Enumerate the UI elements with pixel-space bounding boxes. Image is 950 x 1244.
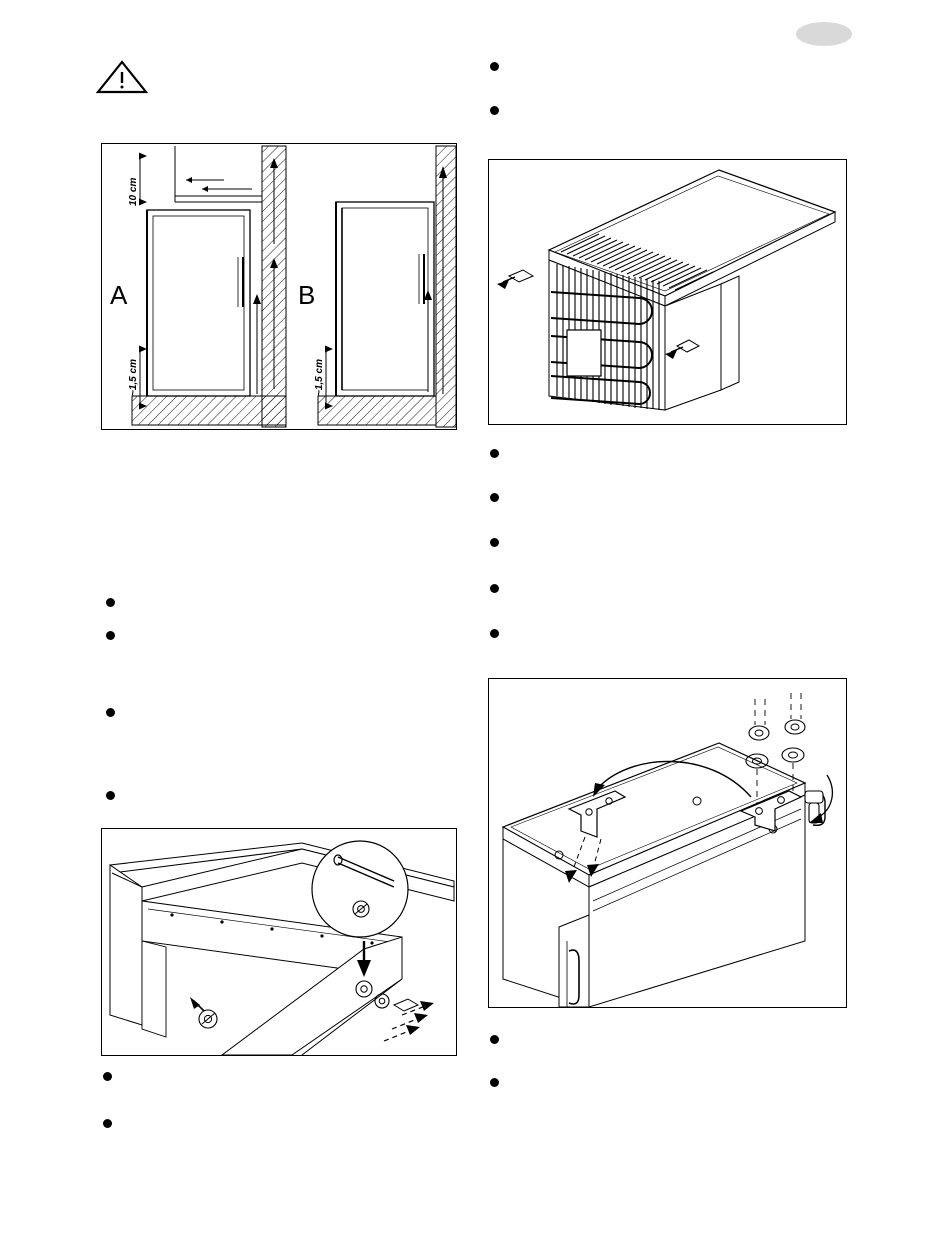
list-item-bullet — [106, 791, 115, 800]
list-item-bullet — [103, 1072, 112, 1081]
list-item-bullet — [103, 1119, 112, 1128]
list-item-bullet — [490, 493, 499, 502]
warning-triangle-icon — [96, 60, 152, 94]
figure-top-hinge-detail — [101, 828, 457, 1056]
list-item-bullet — [490, 62, 499, 71]
page-number-badge — [796, 22, 852, 46]
list-item-bullet — [490, 629, 499, 638]
svg-text:B: B — [298, 280, 316, 310]
list-item-bullet — [106, 631, 115, 640]
figure-bracket-mounting — [488, 678, 847, 1008]
figure-rear-condenser — [488, 159, 847, 425]
list-item-bullet — [490, 584, 499, 593]
list-item-bullet — [490, 1078, 499, 1087]
list-item-bullet — [106, 598, 115, 607]
svg-text:10 cm: 10 cm — [128, 177, 139, 206]
list-item-bullet — [490, 538, 499, 547]
list-item-bullet — [490, 1035, 499, 1044]
list-item-bullet — [106, 708, 115, 717]
svg-text:~1,5 cm: ~1,5 cm — [128, 359, 139, 396]
svg-text:~1,5 cm: ~1,5 cm — [314, 359, 325, 396]
figure-installation-clearances — [101, 143, 457, 430]
list-item-bullet — [490, 449, 499, 458]
svg-text:A: A — [110, 280, 128, 310]
list-item-bullet — [490, 106, 499, 115]
